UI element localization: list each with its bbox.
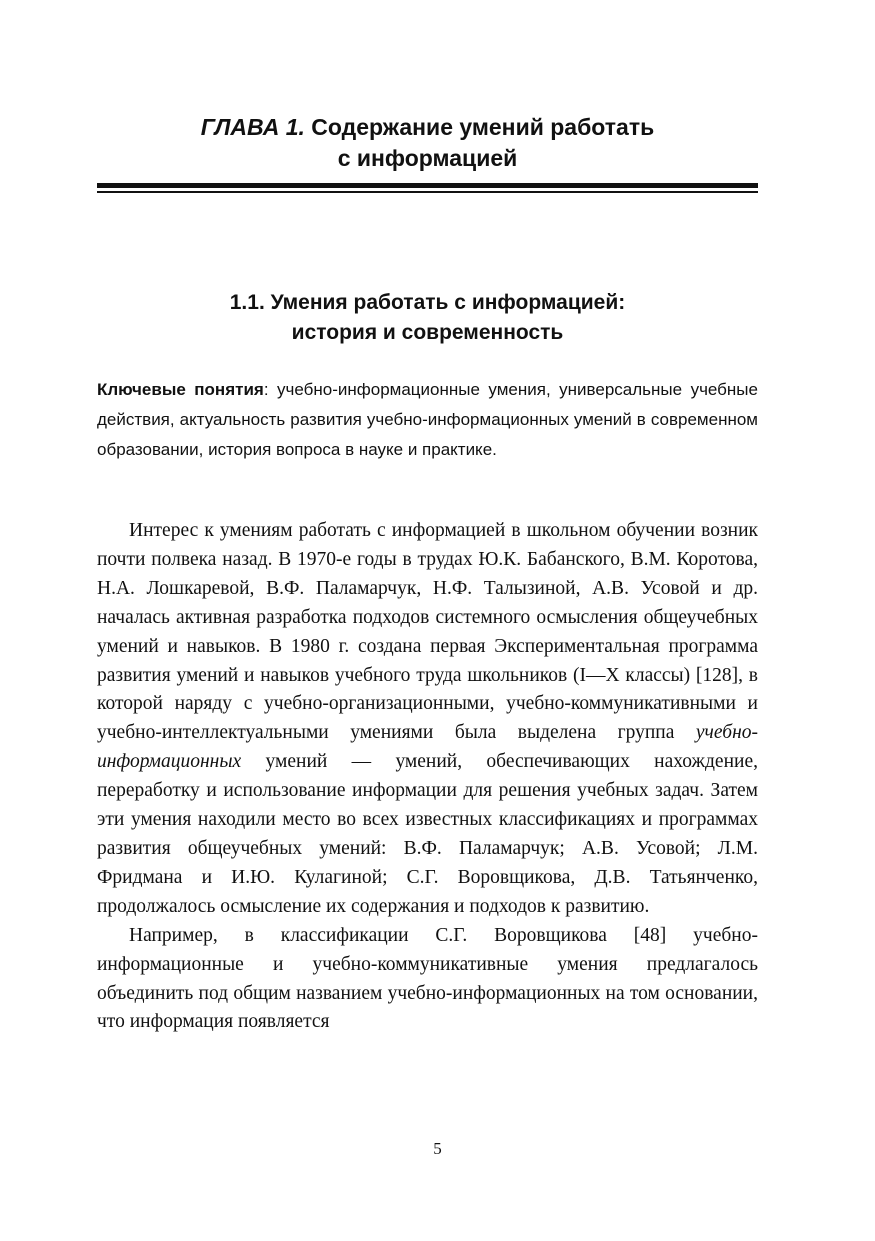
chapter-title-line2: с информацией (337, 145, 518, 171)
key-concepts (97, 375, 758, 465)
key-concepts-label: Ключевые понятия (97, 380, 264, 399)
paragraph-1-italic-term: учебно-информационных (97, 722, 758, 773)
chapter-divider-thin (97, 191, 758, 193)
chapter-title-line1: Содержание умений работать (311, 114, 655, 140)
body-text (97, 517, 758, 1037)
paragraph-1-text-a: Интерес к умениям работать с информацией в школьном обучении возник почти полвека назад. В 1970-е годы в трудах Ю.К. Бабанского, В.М. Коротова, Н.А. Лошкаревой, В.Ф. Паламарчук, Н.Ф. Талызиной, А.В. Усовой и др. началась активная разработка подходов системного осмысления общеучебных умений и навыков. В 1980 г. создана первая Экспериментальная программа развития умений и навыков учебного труда школьников (I—X классы) [128], в которой наряду с учебно-организационными, учебно-коммуникативными и учебно-интеллектуальными умениями была выделена группа (97, 520, 758, 744)
chapter-label: ГЛАВА 1. (200, 114, 305, 140)
section-title (97, 288, 758, 348)
section-title-line1: 1.1. Умения работать с информацией: (229, 291, 626, 314)
page-number: 5 (433, 1139, 442, 1158)
chapter-divider-thick (97, 183, 758, 188)
paragraph-1 (97, 517, 758, 922)
paragraph-1-text-b: умений — умений, обеспечивающих нахождение, переработку и использование информации для решения учебных задач. Затем эти умения находили место во всех известных классификациях и программах развития общеучебных умений: В.Ф. Паламарчук; А.В. Усовой; Л.М. Фридмана и И.Ю. Кулагиной; С.Г. Воровщикова, Д.В. Татьянченко, продолжалось осмысление их содержания и подходов к развитию. (97, 751, 758, 917)
section-title-line2: история и современность (291, 321, 564, 344)
key-concepts-text: : учебно-информационные умения, универсальные учебные действия, актуальность развития учебно-информационных умений в современном образовании, история вопроса в науке и практике. (97, 380, 758, 459)
chapter-title (97, 112, 758, 174)
paragraph-2: Например, в классификации С.Г. Воровщикова [48] учебно-информационные и учебно-коммуникативные умения предлагалось объединить под общим названием учебно-информационных на том основании, что информация появляется (97, 924, 758, 1033)
